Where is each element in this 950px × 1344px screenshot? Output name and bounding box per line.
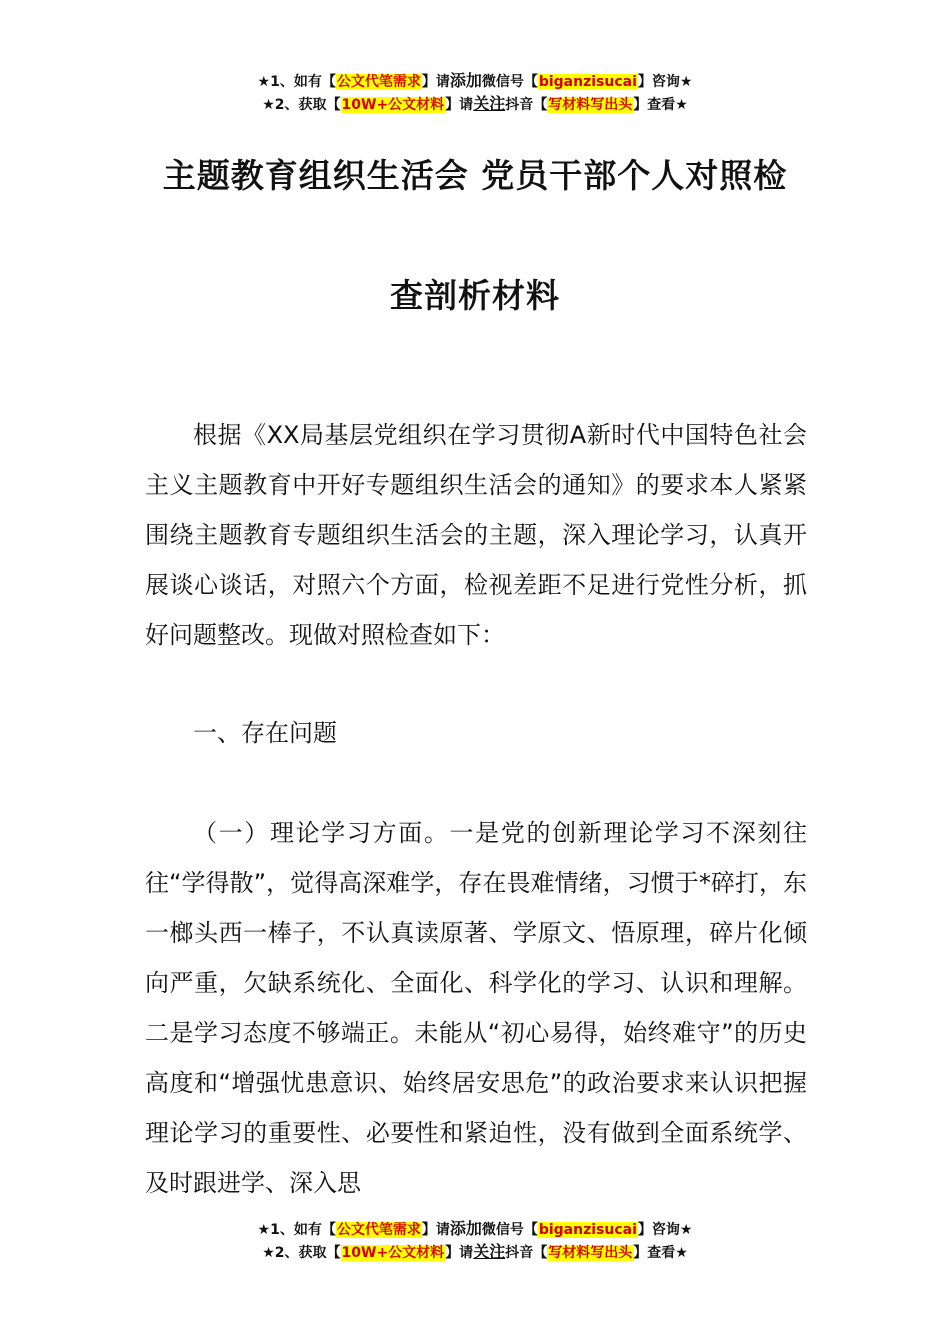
footer-banner — [0, 1218, 950, 1264]
banner-text: 】查看★ — [633, 1245, 688, 1261]
banner-text: 抖音【 — [505, 1245, 548, 1261]
banner-text: 】查看★ — [633, 97, 688, 113]
banner-line-1 — [0, 1218, 950, 1241]
highlight-wechat-id: biganzisucai — [538, 1222, 637, 1238]
banner-text: 】请 — [445, 97, 474, 113]
banner-text: 】请 — [421, 74, 450, 90]
banner-text: 】咨询★ — [637, 74, 693, 90]
highlight-label: 10W+公文材料 — [341, 1245, 445, 1261]
body-paragraph-1 — [145, 410, 807, 660]
heading-text: 一、存在问题 — [193, 719, 337, 747]
banner-text: 抖音【 — [505, 97, 548, 113]
body-paragraph-2 — [145, 808, 807, 1208]
banner-emphasis: 关注 — [473, 1242, 506, 1261]
section-heading — [145, 708, 807, 758]
paragraph-text: 根据《XX局基层党组织在学习贯彻A新时代中国特色社会主义主题教育中开好专题组织生活会的通知》的要求本人紧紧围绕主题教育专题组织生活会的主题，深入理论学习，认真开展谈心谈话，对照六个方面，检视差距不足进行党性分析，抓好问题整改。现做对照检查如下： — [145, 421, 807, 649]
banner-text: ★1、如有【 — [257, 74, 336, 90]
banner-emphasis: 关注 — [473, 94, 506, 113]
highlight-douyin-id: 写材料写出头 — [548, 1245, 633, 1261]
banner-line-2 — [0, 93, 950, 116]
banner-text: 微信号【 — [481, 1222, 538, 1238]
highlight-douyin-id: 写材料写出头 — [548, 97, 633, 113]
banner-emphasis: 添加 — [449, 1219, 482, 1238]
banner-text: ★2、获取【 — [262, 1245, 341, 1261]
highlight-wechat-id: biganzisucai — [538, 74, 637, 90]
document-title-line-1: 主题教育组织生活会 党员干部个人对照检 — [162, 156, 788, 195]
banner-line-2 — [0, 1241, 950, 1264]
paragraph-text: （一）理论学习方面。一是党的创新理论学习不深刻往往“学得散”，觉得高深难学，存在畏难情绪，习惯于*碎打，东一榔头西一棒子，不认真读原著、学原文、悟原理，碎片化倾向严重，欠缺系统化、全面化、科学化的学习、认识和理解。二是学习态度不够端正。未能从“初心易得，始终难守”的历史高度和“增强忧患意识、始终居安思危”的政治要求来认识把握理论学习的重要性、必要性和紧迫性，没有做到全面系统学、及时跟进学、深入思 — [145, 819, 807, 1197]
highlight-label: 10W+公文材料 — [341, 97, 445, 113]
highlight-label: 公文代笔需求 — [336, 74, 421, 90]
header-banner — [0, 70, 950, 116]
banner-text: ★2、获取【 — [262, 97, 341, 113]
banner-emphasis: 添加 — [449, 71, 482, 90]
banner-text: 】请 — [421, 1222, 450, 1238]
banner-line-1 — [0, 70, 950, 93]
banner-text: 】咨询★ — [637, 1222, 693, 1238]
banner-text: 微信号【 — [481, 74, 538, 90]
highlight-label: 公文代笔需求 — [336, 1222, 421, 1238]
banner-text: ★1、如有【 — [257, 1222, 336, 1238]
banner-text: 】请 — [445, 1245, 474, 1261]
document-title-line-2: 查剖析材料 — [390, 276, 560, 315]
